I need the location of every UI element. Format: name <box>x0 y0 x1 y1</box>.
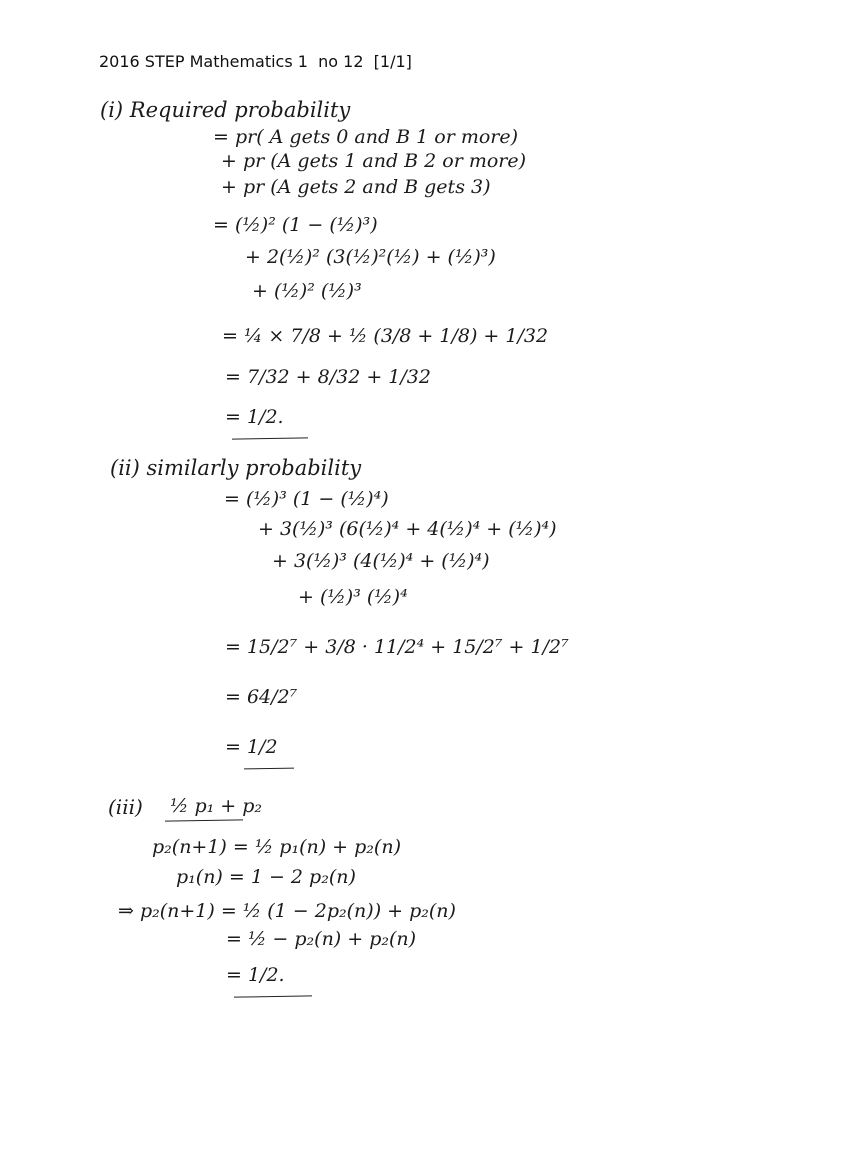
part-i-line-8: = 7/32 + 8/32 + 1/32 <box>225 366 431 388</box>
part-i-line-1: = pr( A gets 0 and B 1 or more) <box>213 126 519 148</box>
part-iii-line-2: p₁(n) = 1 − 2 p₂(n) <box>176 866 356 888</box>
part-i-line-7: = ¼ × 7/8 + ½ (3/8 + 1/8) + 1/32 <box>222 325 549 347</box>
part-ii-line-2: + 3(½)³ (6(½)⁴ + 4(½)⁴ + (½)⁴) <box>258 518 557 540</box>
page-header: 2016 STEP Mathematics 1 no 12 [1/1] <box>99 52 412 71</box>
part-ii-answer-underline <box>244 768 294 770</box>
part-i-line-3: + pr (A gets 2 and B gets 3) <box>221 176 491 198</box>
part-i-answer-underline <box>232 437 308 439</box>
part-ii-line-7: = 1/2 <box>225 736 278 758</box>
part-iii-title: (iii) <box>108 795 143 819</box>
part-ii-title: (ii) similarly probability <box>110 456 362 480</box>
part-ii-line-5: = 15/2⁷ + 3/8 · 11/2⁴ + 15/2⁷ + 1/2⁷ <box>225 636 569 658</box>
part-ii-line-6: = 64/2⁷ <box>225 686 298 708</box>
part-iii-line-3: ⇒ p₂(n+1) = ½ (1 − 2p₂(n)) + p₂(n) <box>118 900 456 922</box>
part-i-line-4: = (½)² (1 − (½)³) <box>213 214 378 236</box>
part-iii-expression-underline <box>165 819 243 821</box>
part-ii-line-4: + (½)³ (½)⁴ <box>298 586 408 608</box>
part-iii-line-4: = ½ − p₂(n) + p₂(n) <box>226 928 417 950</box>
part-ii-line-1: = (½)³ (1 − (½)⁴) <box>224 488 389 510</box>
part-i-title: (i) Required probability <box>100 98 351 122</box>
part-iii-line-5: = 1/2. <box>226 964 285 986</box>
part-iii-expression: ½ p₁ + p₂ <box>170 795 263 817</box>
part-i-line-2: + pr (A gets 1 and B 2 or more) <box>221 150 527 172</box>
part-i-line-6: + (½)² (½)³ <box>252 280 362 302</box>
part-iii-answer-underline <box>234 995 312 997</box>
part-i-line-5: + 2(½)² (3(½)²(½) + (½)³) <box>245 246 496 268</box>
part-ii-line-3: + 3(½)³ (4(½)⁴ + (½)⁴) <box>272 550 490 572</box>
part-i-line-9: = 1/2. <box>225 406 284 428</box>
part-iii-line-1: p₂(n+1) = ½ p₁(n) + p₂(n) <box>152 836 401 858</box>
